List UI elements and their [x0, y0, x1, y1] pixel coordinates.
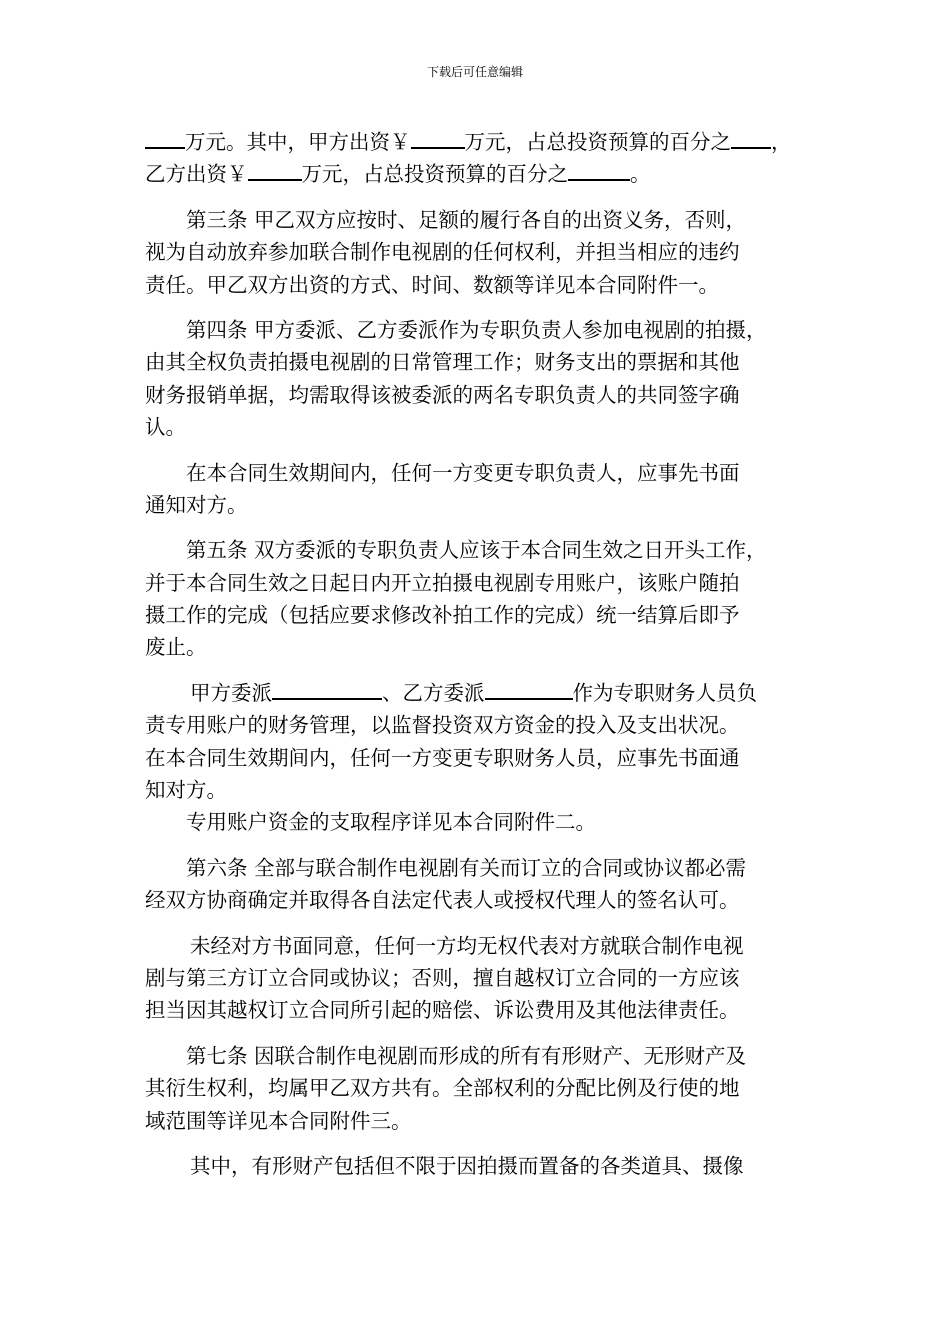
- text-line: [145, 158, 810, 190]
- line-text: 万元。其中，甲方出资￥: [185, 130, 411, 154]
- fill-blank: [731, 129, 771, 149]
- text-line: 责任。甲乙双方出资的方式、时间、数额等详见本合同附件一。: [145, 272, 719, 297]
- text-line: 担当因其越权订立合同所引起的赔偿、诉讼费用及其他法律责任。: [145, 998, 740, 1023]
- text-line: 在本合同生效期间内，任何一方变更专职负责人，应事先书面: [186, 460, 740, 485]
- line-text: 甲方委派: [190, 680, 272, 705]
- line-text: 、乙方委派: [382, 680, 485, 705]
- line-text: 乙方出资￥: [145, 162, 248, 187]
- text-line: 剧与第三方订立合同或协议；否则，擅自越权订立合同的一方应该: [145, 965, 740, 990]
- text-line: 知对方。: [145, 778, 227, 803]
- text-line: 废止。: [145, 635, 207, 660]
- text-line: 其衍生权利，均属甲乙双方共有。全部权利的分配比例及行使的地: [145, 1076, 740, 1101]
- line-text: 万元，占总投资预算的百分之: [301, 162, 568, 187]
- text-line: 域范围等详见本合同附件三。: [145, 1108, 412, 1133]
- fill-blank: [272, 680, 382, 700]
- text-line: 专用账户资金的支取程序详见本合同附件二。: [186, 810, 596, 835]
- text-line: 财务报销单据，均需取得该被委派的两名专职负责人的共同签字确: [145, 382, 740, 407]
- fill-blank: [568, 161, 630, 181]
- article-four-line: 第四条 甲方委派、乙方委派作为专职负责人参加电视剧的拍摄，: [186, 317, 767, 342]
- document-body: [145, 126, 810, 1182]
- article-three-line: 第三条 甲乙双方应按时、足额的履行各自的出资义务，否则，: [186, 207, 747, 232]
- text-line: 通知对方。: [145, 492, 248, 517]
- text-line: 未经对方书面同意，任何一方均无权代表对方就联合制作电视: [190, 933, 744, 958]
- text-line: [145, 126, 810, 158]
- text-line: 视为自动放弃参加联合制作电视剧的任何权利，并担当相应的违约: [145, 240, 740, 265]
- fill-blank: [411, 129, 465, 149]
- article-five-line: 第五条 双方委派的专职负责人应该于本合同生效之日开头工作，: [186, 538, 767, 563]
- text-line: 并于本合同生效之日起日内开立拍摄电视剧专用账户，该账户随拍: [145, 570, 740, 595]
- text-line: 经双方协商确定并取得各自法定代表人或授权代理人的签名认可。: [145, 888, 740, 913]
- article-seven-line: 第七条 因联合制作电视剧而形成的所有有形财产、无形财产及: [186, 1043, 747, 1068]
- line-text: 作为专职财务人员负: [572, 680, 757, 705]
- text-line: 由其全权负责拍摄电视剧的日常管理工作；财务支出的票据和其他: [145, 350, 740, 375]
- article-six-line: 第六条 全部与联合制作电视剧有关而订立的合同或协议都必需: [186, 855, 747, 880]
- fill-blank: [145, 129, 185, 149]
- text-line: 其中，有形财产包括但不限于因拍摄而置备的各类道具、摄像: [190, 1153, 744, 1178]
- text-line: 责专用账户的财务管理，以监督投资双方资金的投入及支出状况。: [145, 713, 740, 738]
- fill-blank: [485, 680, 573, 700]
- line-text: ，: [771, 130, 792, 154]
- line-text: 万元，占总投资预算的百分之: [464, 130, 731, 154]
- text-line: 认。: [145, 415, 186, 440]
- text-line: 在本合同生效期间内，任何一方变更专职财务人员，应事先书面通: [145, 745, 740, 770]
- text-line: 摄工作的完成（包括应要求修改补拍工作的完成）统一结算后即予: [145, 603, 740, 628]
- line-text: 。: [630, 162, 651, 187]
- page-header-note: 下载后可任意编辑: [426, 65, 523, 79]
- text-line: [145, 677, 810, 709]
- fill-blank: [248, 161, 302, 181]
